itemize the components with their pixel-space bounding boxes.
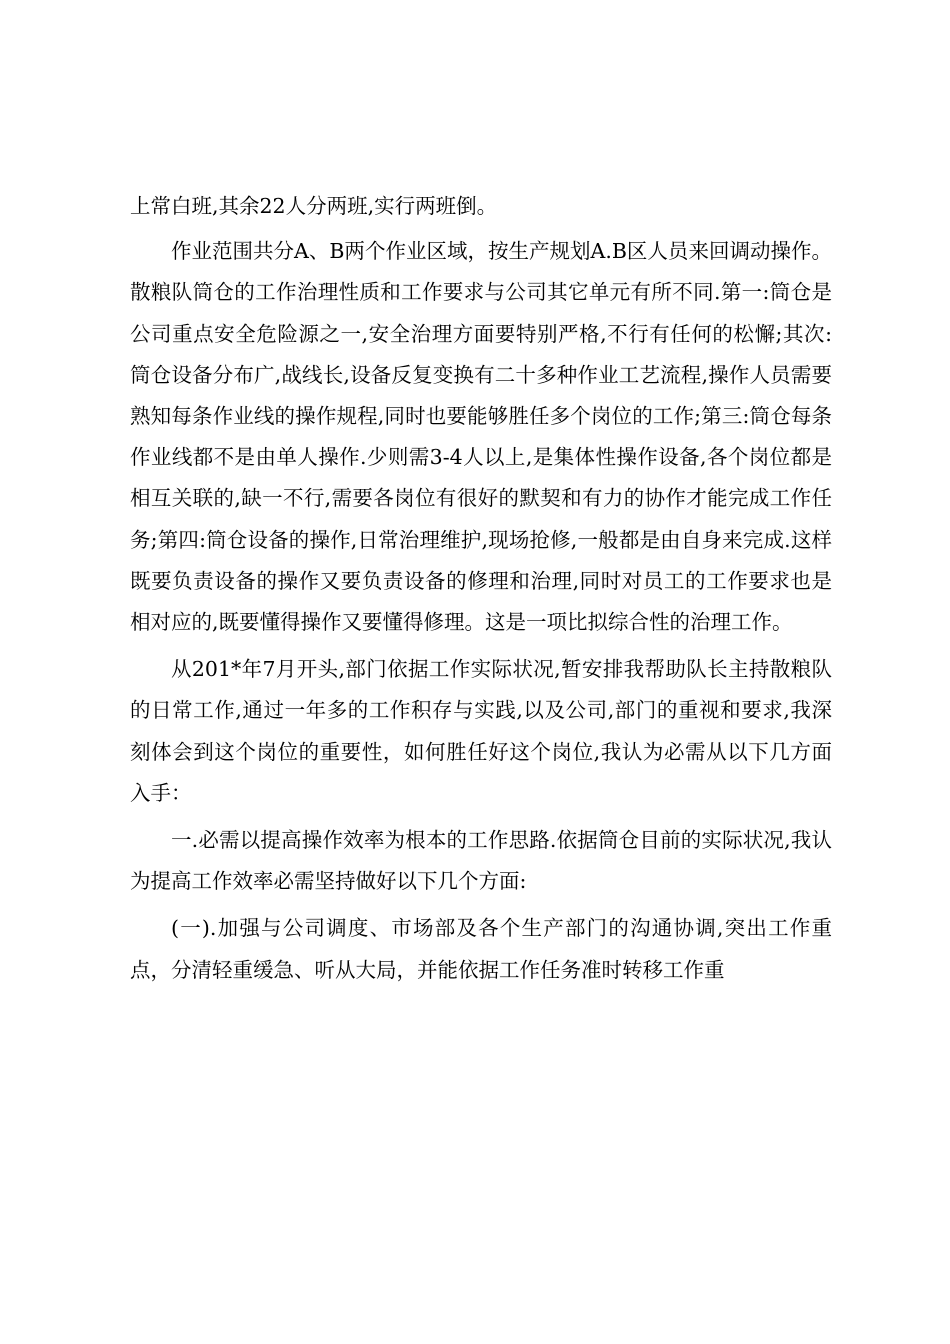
document-body <box>130 186 832 991</box>
paragraph-1: 上常白班,其余22人分两班,实行两班倒。 <box>130 194 498 218</box>
paragraph-5: (一).加强与公司调度、市场部及各个生产部门的沟通协调,突出工作重点，分清轻重缓急、听从大局，并能依据工作任务准时转移工作重 <box>130 916 832 982</box>
paragraph-4: 一.必需以提高操作效率为根本的工作思路.依据筒仓目前的实际状况,我认为提高工作效率必需坚持做好以下几个方面: <box>130 828 832 894</box>
paragraph-3: 从201*年7月开头,部门依据工作实际状况,暂安排我帮助队长主持散粮队的日常工作,通过一年多的工作积存与实践,以及公司,部门的重视和要求,我深刻体会到这个岗位的重要性，如何胜任好这个岗位,我认为必需从以下几方面入手： <box>130 657 832 805</box>
paragraph-2: 作业范围共分A、B两个作业区域，按生产规划A.B区人员来回调动操作。散粮队筒仓的工作治理性质和工作要求与公司其它单元有所不同.第一:筒仓是公司重点安全危险源之一,安全治理方面要特别严格,不行有任何的松懈;其次:筒仓设备分布广,战线长,设备反复变换有二十多种作业工艺流程,操作人员需要熟知每条作业线的操作规程,同时也要能够胜任多个岗位的工作;第三:筒仓每条作业线都不是由单人操作.少则需3-4人以上,是集体性操作设备,各个岗位都是相互关联的,缺一不行,需要各岗位有很好的默契和有力的协作才能完成工作任务;第四:筒仓设备的操作,日常治理维护,现场抢修,一般都是由自身来完成.这样既要负责设备的操作又要负责设备的修理和治理,同时对员工的工作要求也是相对应的,既要懂得操作又要懂得修理。这是一项比拟综合性的治理工作。 <box>130 239 832 635</box>
